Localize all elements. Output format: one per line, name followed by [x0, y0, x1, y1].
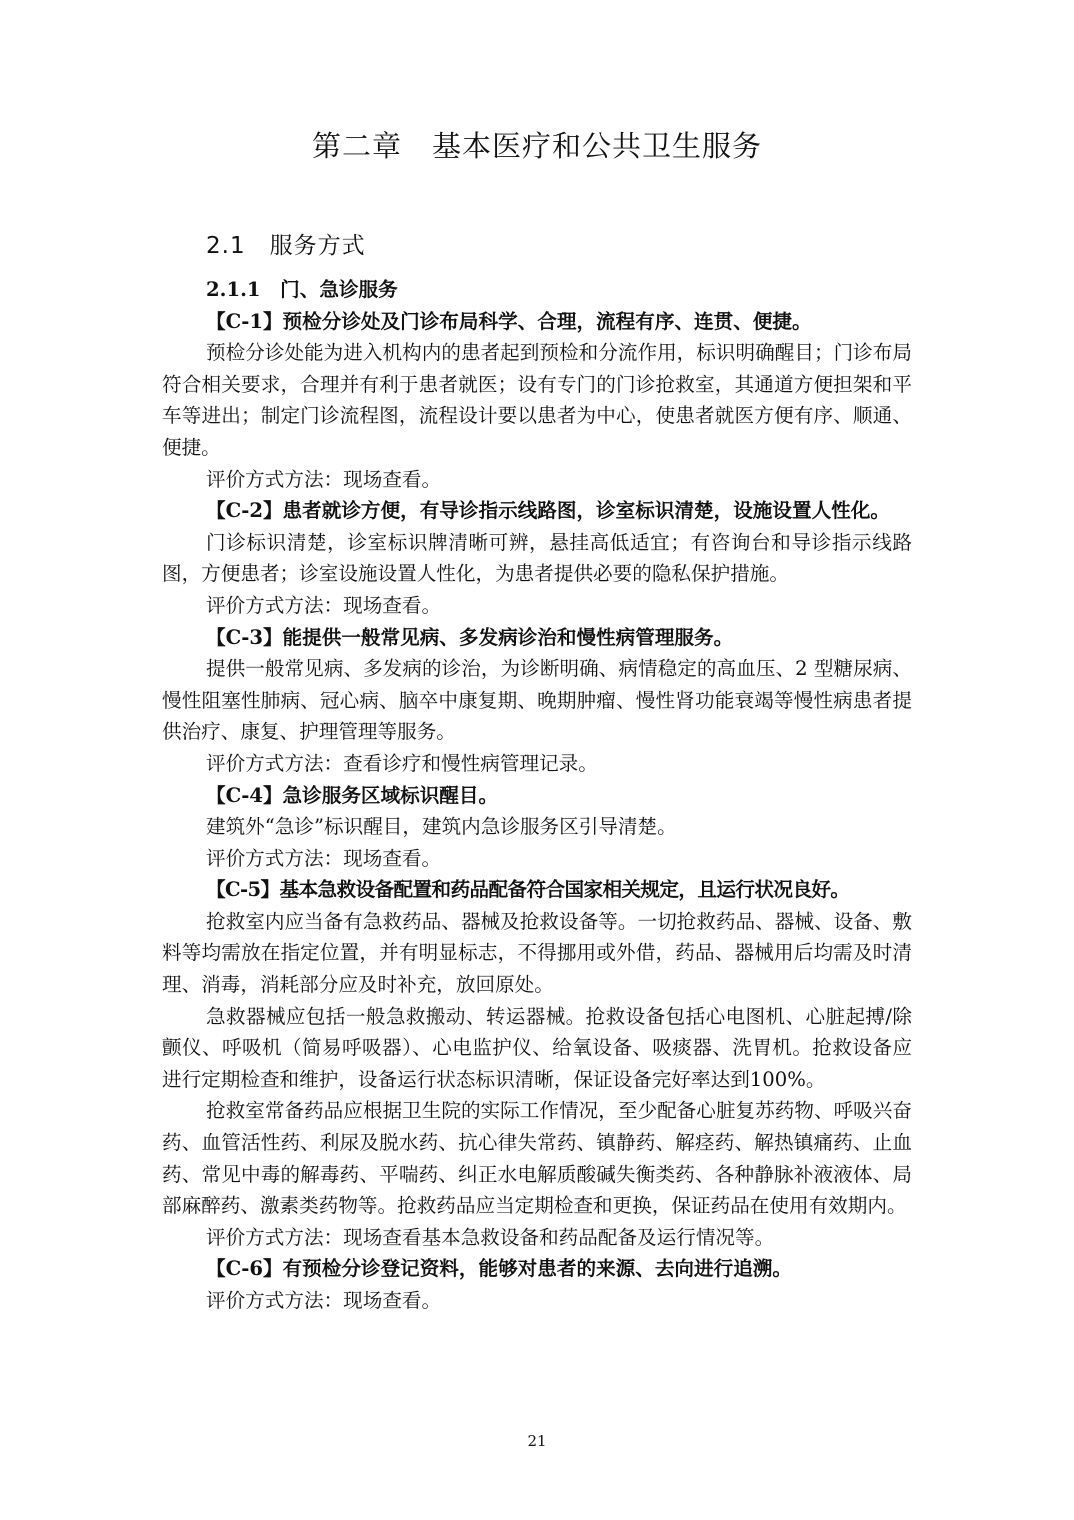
page-number: 21	[527, 1432, 547, 1450]
criterion-c4-body: 建筑外“急诊”标识醒目，建筑内急诊服务区引导清楚。	[206, 815, 677, 839]
chapter-title: 第二章 基本医疗和公共卫生服务	[311, 129, 762, 163]
subsection-title: 2.1.1 门、急诊服务	[206, 278, 398, 301]
body-text	[162, 274, 912, 1317]
criterion-c4-title: 【C-4】急诊服务区域标识醒目。	[206, 783, 499, 807]
criterion-c5-body-1: 抢救室内应当备有急救药品、器械及抢救设备等。一切抢救药品、器械、设备、敷料等均需放在指定位置，并有明显标志，不得挪用或外借，药品、器械用后均需及时清理、消毒，消耗部分应及时补充，放回原处。	[162, 909, 912, 997]
criterion-c2-title: 【C-2】患者就诊方便，有导诊指示线路图，诊室标识清楚，设施设置人性化。	[206, 499, 890, 523]
criterion-c3-body: 提供一般常见病、多发病的诊治，为诊断明确、病情稳定的高血压、2 型糖尿病、慢性阻塞性肺病、冠心病、脑卒中康复期、晚期肿瘤、慢性肾功能衰竭等慢性病患者提供治疗、康复、护理管理等服务。	[162, 657, 912, 744]
criterion-c2-method: 评价方式方法：现场查看。	[206, 593, 442, 617]
criterion-c5-body-2: 急救器械应包括一般急救搬动、转运器械。抢救设备包括心电图机、心脏起搏/除颤仪、呼吸机（简易呼吸器）、心电监护仪、给氧设备、吸痰器、洗胃机。抢救设备应进行定期检查和维护，设备运行状态标识清晰，保证设备完好率达到100%。	[162, 1004, 912, 1091]
criterion-c1-method: 评价方式方法：现场查看。	[206, 467, 442, 491]
criterion-c5-body-3: 抢救室常备药品应根据卫生院的实际工作情况，至少配备心脏复苏药物、呼吸兴奋药、血管活性药、利尿及脱水药、抗心律失常药、镇静药、解痉药、解热镇痛药、止血药、常见中毒的解毒药、平喘药、纠正水电解质酸碱失衡类药、各种静脉补液液体、局部麻醉药、激素类药物等。抢救药品应当定期检查和更换，保证药品在使用有效期内。	[162, 1099, 912, 1218]
criterion-c6-method: 评价方式方法：现场查看。	[206, 1289, 442, 1312]
criterion-c6-title: 【C-6】有预检分诊登记资料，能够对患者的来源、去向进行追溯。	[206, 1257, 792, 1281]
criterion-c1-title: 【C-1】预检分诊处及门诊布局科学、合理，流程有序、连贯、便捷。	[206, 309, 812, 333]
section-title: 2.1 服务方式	[206, 233, 366, 259]
criterion-c4-method: 评价方式方法：现场查看。	[206, 846, 442, 870]
criterion-c1-body: 预检分诊处能为进入机构内的患者起到预检和分流作用，标识明确醒目；门诊布局符合相关要求，合理并有利于患者就医；设有专门的门诊抢救室，其通道方便担架和平车等进出；制定门诊流程图，流程设计要以患者为中心，使患者就医方便有序、顺通、便捷。	[162, 341, 912, 459]
criterion-c5-method: 评价方式方法：现场查看基本急救设备和药品配备及运行情况等。	[206, 1225, 775, 1249]
criterion-c3-method: 评价方式方法：查看诊疗和慢性病管理记录。	[206, 751, 598, 775]
criterion-c3-title: 【C-3】能提供一般常见病、多发病诊治和慢性病管理服务。	[206, 625, 734, 649]
criterion-c5-title: 【C-5】基本急救设备配置和药品配备符合国家相关规定，且运行状况良好。	[206, 878, 850, 902]
criterion-c2-body: 门诊标识清楚，诊室标识牌清晰可辨，悬挂高低适宜；有咨询台和导诊指示线路图，方便患者；诊室设施设置人性化，为患者提供必要的隐私保护措施。	[162, 530, 912, 586]
